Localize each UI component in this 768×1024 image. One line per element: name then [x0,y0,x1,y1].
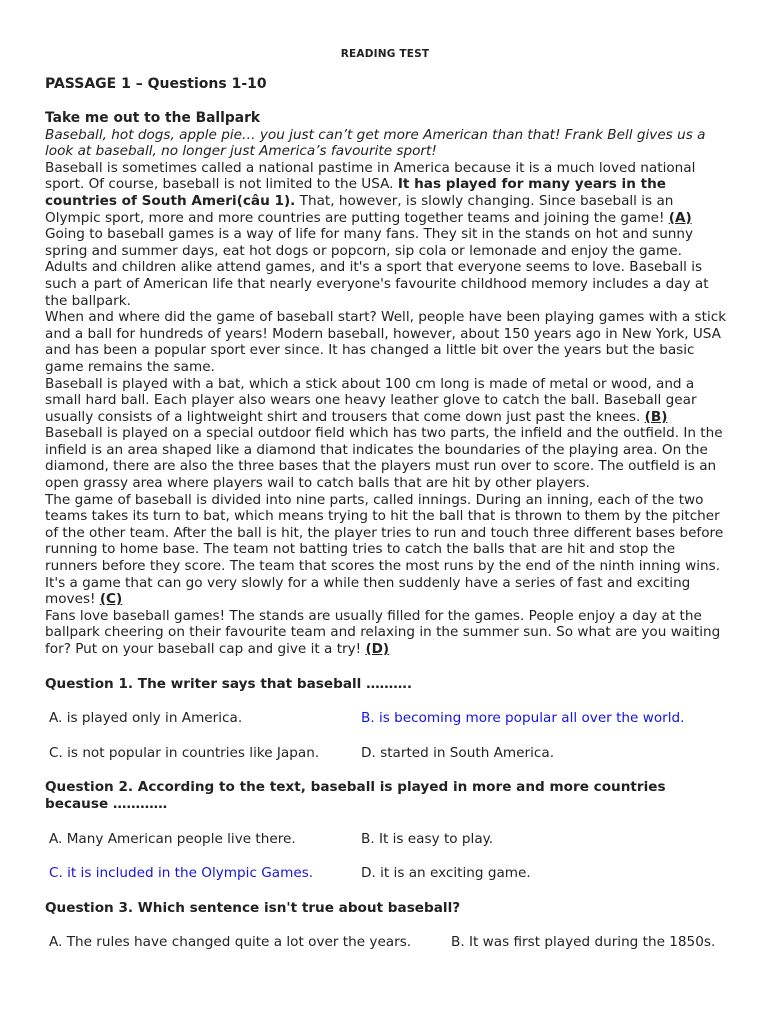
paragraph-1-text-b: That, however, is slowly changing. Since baseball is an Olympic sport, more and more countries are putting together teams and joining the game! [45,192,674,226]
question-2-option-a[interactable]: A. Many American people live there. [49,831,296,847]
question-1-option-b[interactable]: B. is becoming more popular all over the world. [361,710,685,726]
question-3-option-b[interactable]: B. It was first played during the 1850s. [451,934,716,950]
paragraph-5: Baseball is played on a special outdoor field which has two parts, the infield and the outfield. In the infield is an area shaped like a diamond that indicates the boundaries of the playing area. On the diamond, there are also the three bases that the players must run over to score. The outfield is an open grassy area where players wail to catch balls that are hit by other players. [45,425,723,492]
reading-passage [45,110,727,658]
article-lead: Baseball, hot dogs, apple pie… you just can’t get more American than that! Frank Bell gives us a look at baseball, no longer just America’s favourite sport! [45,126,706,160]
question-1-option-a[interactable]: A. is played only in America. [49,710,243,726]
marker-c: (C) [99,591,123,608]
paragraph-4 [45,376,727,426]
paragraph-2: Going to baseball games is a way of life for many fans. They sit in the stands on hot and sunny spring and summer days, eat hot dogs or popcorn, sip cola or lemonade and enjoy the game. Adults and children alike attend games, and it's a sport that everyone seems to love. Baseball is such a part of American life that nearly everyone's favourite childhood memory includes a day at the ballpark. [45,226,709,309]
paragraph-7-text: Fans love baseball games! The stands are usually filled for the games. People enjoy a day at the ballpark cheering on their favourite team and relaxing in the summer sun. So what are you waiting for? Put on your baseball cap and give it a try! [45,607,721,657]
document-title: READING TEST [340,48,430,60]
paragraph-6-text: The game of baseball is divided into nine parts, called innings. During an inning, each of the two teams takes its turn to bat, which means trying to hit the ball that is thrown to them by the pitcher of the other team. After the ball is hit, the player tries to run and touch three different bases before running to home base. The team not batting tries to catch the balls that are hit and stop the runners before they score. The team that scores the most runs by the end of the ninth inning wins. It's a game that can go very slowly for a while then suddenly have a series of fast and exciting moves! [45,491,724,608]
paragraph-4-text: Baseball is played with a bat, which a stick about 100 cm long is made of metal or wood, and a small hard ball. Each player also wears one heavy leather glove to catch the ball. Baseball gear usually consists of a lightweight shirt and trousers that come down just past the knees. [45,375,697,425]
question-2-option-c[interactable]: C. it is included in the Olympic Games. [49,865,314,881]
question-2-option-d[interactable]: D. it is an exciting game. [361,865,531,881]
question-1-option-c[interactable]: C. is not popular in countries like Japan. [49,745,320,761]
paragraph-7 [45,608,727,658]
article-title: Take me out to the Ballpark [45,110,261,126]
marker-d: (D) [365,641,390,657]
marker-a: (A) [668,209,692,226]
question-3: Question 3. Which sentence isn't true about baseball? [45,900,461,916]
question-1-option-d[interactable]: D. started in South America. [361,745,555,761]
paragraph-3: When and where did the game of baseball start? Well, people have been playing games with a stick and a ball for hundreds of years! Modern baseball, however, about 150 years ago in New York, USA and has been a popular sport ever since. It has changed a little bit over the years but the basic game remains the same. [45,309,727,375]
paragraph-6 [45,492,727,608]
question-2-option-b[interactable]: B. It is easy to play. [361,831,494,847]
question-1: Question 1. The writer says that baseball ………. [45,676,413,692]
marker-b: (B) [644,408,668,425]
paragraph-1 [45,160,727,226]
passage-heading: PASSAGE 1 – Questions 1-10 [45,76,267,92]
paragraph-1-bold: It has played for many years in the countries of South Ameri(câu 1). [45,176,667,209]
paragraph-1-text-a: Baseball is sometimes called a national pastime in America because it is a much loved national sport. Of course, baseball is not limited to the USA. [45,159,696,193]
question-3-option-a[interactable]: A. The rules have changed quite a lot over the years. [49,934,412,950]
question-2: Question 2. According to the text, baseball is played in more and more countries because ………… [45,779,666,812]
